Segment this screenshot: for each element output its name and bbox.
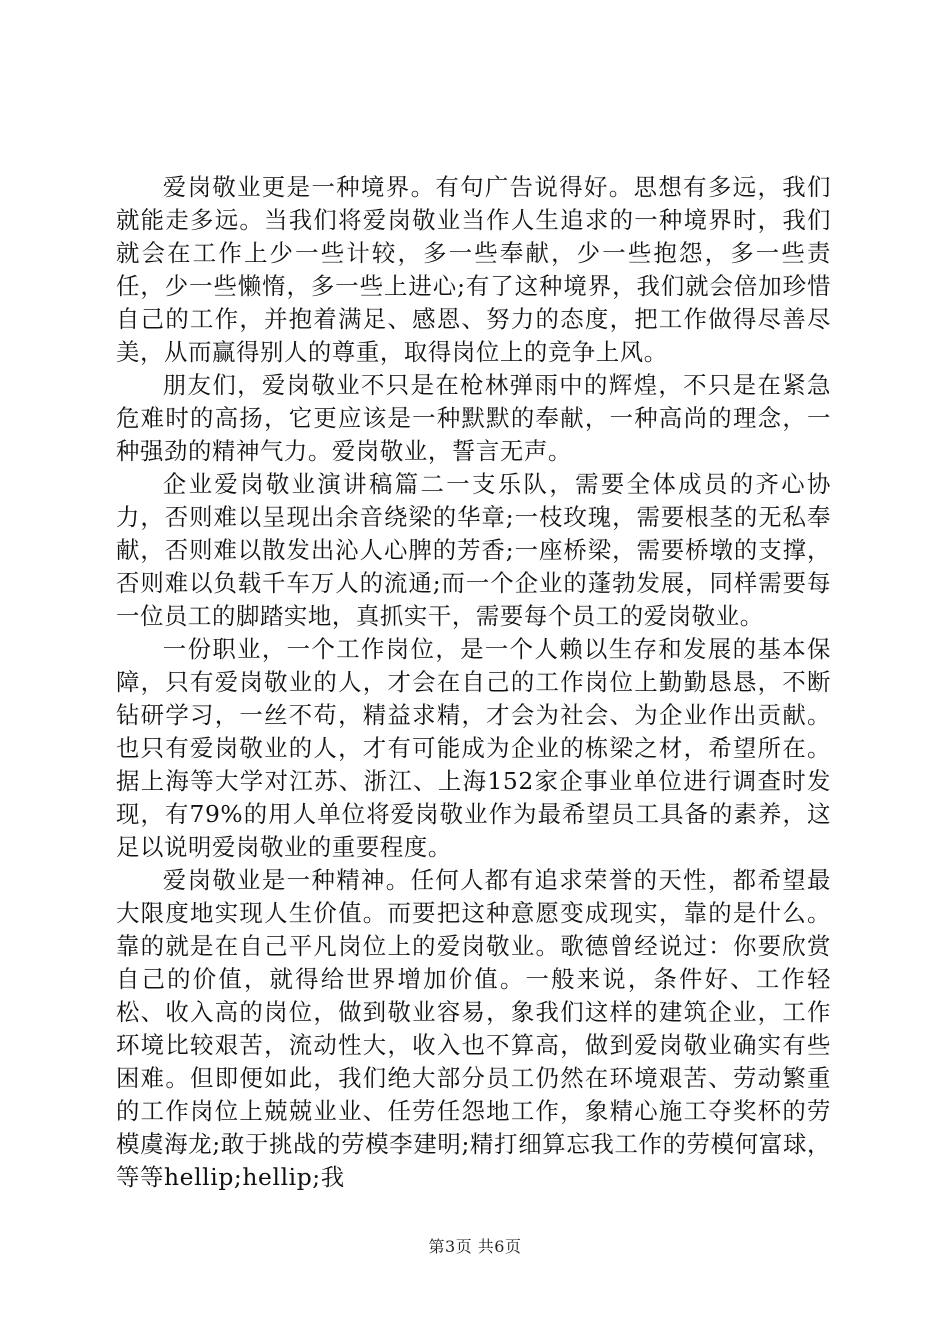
paragraph-realm: 爱岗敬业更是一种境界。有句广告说得好。思想有多远，我们就能走多远。当我们将爱岗敬业当作人生追求的一种境界时，我们就会在工作上少一些计较，多一些奉献，少一些抱怨，多一些责任，少一些懒惰，多一些上进心;有了这种境界，我们就会倍加珍惜自己的工作，并抱着满足、感恩、努力的态度，把工作做得尽善尽美，从而赢得别人的尊重，取得岗位上的竞争上风。 — [116, 173, 831, 366]
paragraph-profession: 一份职业，一个工作岗位，是一个人赖以生存和发展的基本保障，只有爱岗敬业的人，才会在自己的工作岗位上勤勤恳恳，不断钻研学习，一丝不苟，精益求精，才会为社会、为企业作出贡献。也只有爱岗敬业的人，才有可能成为企业的栋梁之材，希望所在。据上海等大学对江苏、浙江、上海152家企事业单位进行调查时发现，有79%的用人单位将爱岗敬业作为最希望员工具备的素养，这足以说明爱岗敬业的重要程度。 — [116, 635, 831, 861]
page-number-footer: 第3页 共6页 — [428, 1237, 522, 1256]
document-body — [116, 171, 831, 1194]
paragraph-spirit: 爱岗敬业是一种精神。任何人都有追求荣誉的天性，都希望最大限度地实现人生价值。而要把这种意愿变成现实，靠的是什么。靠的就是在自己平凡岗位上的爱岗敬业。歌德曾经说过：你要欣赏自己的价值，就得给世界增加价值。一般来说，条件好、工作轻松、收入高的岗位，做到敬业容易，象我们这样的建筑企业，工作环境比较艰苦，流动性大，收入也不算高，做到爱岗敬业确实有些困难。但即便如此，我们绝大部分员工仍然在环境艰苦、劳动繁重的工作岗位上兢兢业业、任劳任怨地工作，象精心施工夺奖杯的劳模虞海龙;敢于挑战的劳模李建明;精打细算忘我工作的劳模何富球，等等hellip;hellip;我 — [116, 866, 831, 1191]
paragraph-friends: 朋友们，爱岗敬业不只是在枪林弹雨中的辉煌，不只是在紧急危难时的高扬，它更应该是一种默默的奉献，一种高尚的理念，一种强劲的精神气力。爱岗敬业，誓言无声。 — [116, 371, 831, 465]
paragraph-band: 企业爱岗敬业演讲稿篇二一支乐队，需要全体成员的齐心协力，否则难以呈现出余音绕梁的华章;一枝玫瑰，需要根茎的无私奉献，否则难以散发出沁人心脾的芳香;一座桥梁，需要桥墩的支撑，否则难以负载千车万人的流通;而一个企业的蓬勃发展，同样需要每一位员工的脚踏实地，真抓实干，需要每个员工的爱岗敬业。 — [116, 470, 831, 630]
